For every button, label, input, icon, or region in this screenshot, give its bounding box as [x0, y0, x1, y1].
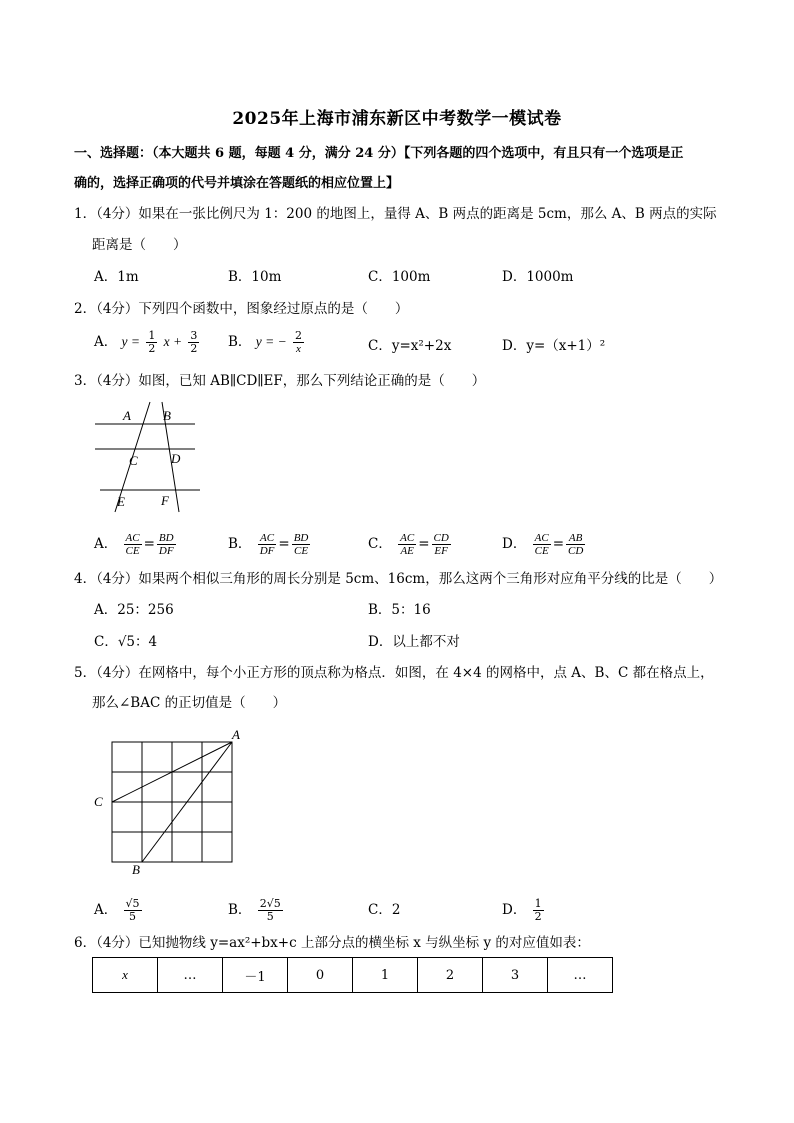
q3-option-c-right: [432, 532, 451, 557]
label-c: C: [94, 794, 103, 809]
q2-option-b: [228, 330, 306, 355]
frac-den: CE: [125, 545, 140, 557]
q3-option-b: B． $\frac{AC}{DF}$ = $\frac{BD}{CE}$: [228, 532, 309, 557]
label-c: C: [129, 453, 138, 468]
q3-option-b-left: [258, 532, 277, 557]
frac-num: 2: [294, 329, 302, 342]
q5-option-a-frac: [124, 898, 142, 923]
q3-option-a-left: [124, 532, 142, 557]
table-cell: 2: [418, 958, 483, 993]
q4-stem: 4．（4分）如果两个相似三角形的周长分别是 5cm、16cm，那么这两个三角形对应角平分线的比是（ ）: [74, 571, 723, 587]
table-cell: …: [158, 958, 223, 993]
q3-stem: 3．（4分）如图，已知 AB∥CD∥EF，那么下列结论正确的是（ ）: [74, 373, 486, 389]
table-cell: 1: [353, 958, 418, 993]
q2-option-d: D．y=（x+1）²: [502, 338, 606, 354]
q1-option-d: D．1000m: [502, 269, 574, 285]
q3-option-b-prefix: B．: [228, 536, 252, 552]
q5-stem-line2: 那么∠BAC 的正切值是（ ）: [92, 695, 287, 711]
q3-option-d: D． $\frac{AC}{CE}$ = $\frac{AB}{CD}$: [502, 532, 584, 557]
frac-den: 2: [190, 342, 198, 355]
frac-num: BD: [158, 532, 174, 544]
label-d: D: [171, 451, 181, 466]
q2-option-a-mid: x +: [163, 334, 183, 349]
q3-option-d-prefix: D．: [502, 536, 527, 552]
q5-option-a: [94, 898, 144, 923]
section-heading-line2: 确的，选择正确项的代号并填涂在答题纸的相应位置上】: [74, 176, 400, 191]
q5-option-c: C．2: [368, 902, 401, 918]
frac-den: DF: [158, 545, 174, 557]
q5-option-b-prefix: B．: [228, 902, 252, 918]
frac-num: AC: [400, 532, 415, 544]
frac-den: 5: [129, 910, 137, 923]
q3-option-d-left: [533, 532, 551, 557]
q4-option-a: A．25：256: [94, 602, 174, 618]
frac-num: AC: [534, 532, 549, 544]
frac-den: DF: [259, 545, 275, 557]
frac-num: 2√5: [259, 897, 281, 910]
frac-den: CD: [568, 545, 584, 557]
frac-num: 3: [190, 329, 198, 342]
frac-num: 1: [534, 897, 542, 910]
label-b: B: [163, 408, 171, 423]
q3-option-a-prefix: A．: [94, 536, 118, 552]
frac-den: CE: [294, 545, 309, 557]
q5-option-d-frac: [533, 898, 544, 923]
q3-option-d-right: [566, 532, 585, 557]
q2-option-b-y: y = −: [255, 334, 287, 349]
label-b: B: [132, 862, 140, 877]
table-row: [93, 958, 613, 993]
q4-option-c: C．√5：4: [94, 634, 158, 650]
q5-option-b: [228, 898, 285, 923]
q2-option-b-frac: [293, 330, 304, 355]
q4-option-d: D．以上都不对: [368, 634, 460, 650]
q3-parallel-lines-figure: [92, 400, 204, 516]
frac-num: AB: [566, 532, 585, 545]
q1-stem-line1: 1．（4分）如果在一张比例尺为 1：200 的地图上，量得 A、B 两点的距离是 5cm，那么 A、B 两点的实际: [74, 206, 717, 222]
frac-den: 2: [534, 910, 542, 923]
q2-option-a-prefix: A．: [94, 334, 118, 350]
table-cell: 3: [483, 958, 548, 993]
q3-option-c-prefix: C．: [368, 536, 392, 552]
q5-stem-line1: 5．（4分）在网格中，每个小正方形的顶点称为格点．如图，在 4×4 的网格中，点 A、B、C 都在格点上，: [74, 665, 714, 681]
q2-option-a-y: y =: [121, 334, 141, 349]
label-e: E: [117, 494, 125, 509]
frac-num: 1: [148, 329, 156, 342]
frac-den: 5: [266, 910, 274, 923]
label-f: F: [161, 493, 169, 508]
table-cell: －1: [223, 958, 288, 993]
frac-num: AC: [125, 532, 140, 544]
q1-option-a: A．1m: [94, 269, 139, 285]
q2-option-a-frac2: [188, 330, 199, 355]
frac-num: CD: [433, 532, 449, 544]
q3-option-c: C． $\frac{AC}{AE}$ = $\frac{CD}{EF}$: [368, 532, 449, 557]
q5-option-b-frac: [258, 898, 283, 923]
q1-stem-line2: 距离是（ ）: [92, 237, 187, 253]
q2-option-c: C．y=x²+2x: [368, 338, 452, 354]
frac-den: EF: [434, 545, 448, 557]
frac-num: BD: [293, 532, 309, 544]
q2-option-a: [94, 330, 201, 355]
section-heading-line1: 一、选择题：（本大题共 6 题，每题 4 分，满分 24 分）【下列各题的四个选项中，有且只有一个选项是正: [74, 146, 684, 161]
frac-den: AE: [400, 545, 414, 557]
q5-option-a-prefix: A．: [94, 902, 118, 918]
q6-value-table: [92, 957, 613, 993]
q6-stem: 6．（4分）已知抛物线 y=ax²+bx+c 上部分点的横坐标 x 与纵坐标 y 的对应值如表：: [74, 935, 590, 951]
table-cell: 0: [288, 958, 353, 993]
frac-den: 2: [148, 342, 156, 355]
frac-num: AC: [258, 532, 277, 545]
page-title: 2025年上海市浦东新区中考数学一模试卷: [232, 109, 562, 129]
q2-option-a-frac1: [146, 330, 157, 355]
q5-option-d: [502, 898, 546, 923]
table-cell: x: [93, 958, 158, 993]
label-a: A: [232, 727, 240, 742]
frac-den: x: [296, 343, 301, 355]
table-cell: …: [548, 958, 613, 993]
q1-option-c: C．100m: [368, 269, 431, 285]
q3-option-a-right: [157, 532, 176, 557]
q4-option-b: B．5：16: [368, 602, 431, 618]
q3-option-b-right: [292, 532, 311, 557]
q2-option-b-prefix: B．: [228, 334, 252, 350]
q3-option-c-left: [398, 532, 416, 557]
q3-option-a: A． $\frac{AC}{CE}$ = $\frac{BD}{DF}$: [94, 532, 174, 557]
q2-stem: 2．（4分）下列四个函数中，图象经过原点的是（ ）: [74, 301, 409, 317]
q5-option-d-prefix: D．: [502, 902, 527, 918]
label-a: A: [123, 408, 131, 423]
frac-den: CE: [534, 545, 549, 557]
q1-option-b: B．10m: [228, 269, 282, 285]
frac-num: √5: [125, 897, 140, 910]
q5-grid-figure: [88, 726, 248, 878]
